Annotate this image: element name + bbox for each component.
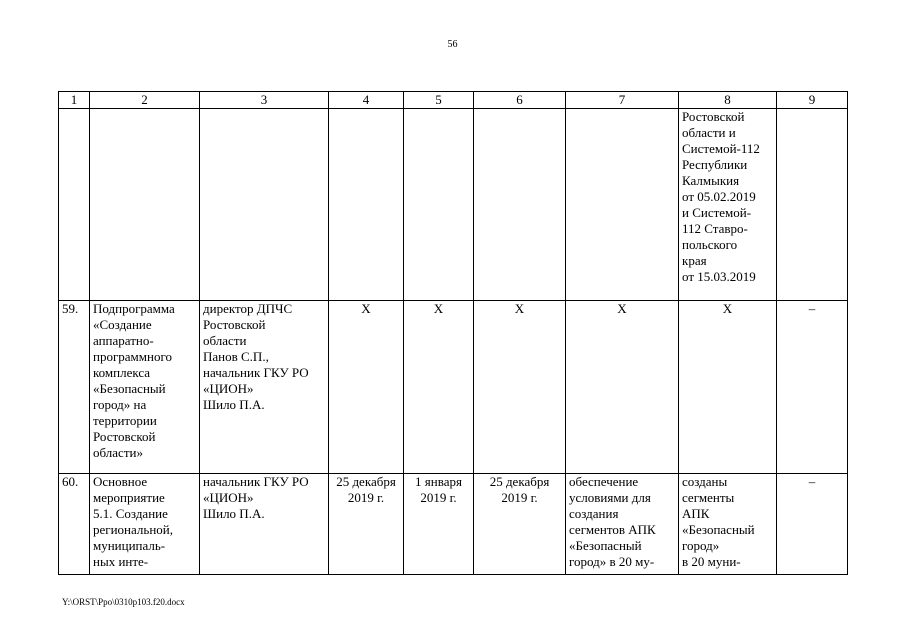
title-cell: [90, 301, 200, 474]
cell-line: мероприятие: [93, 490, 165, 505]
cell-line: «ЦИОН»: [203, 490, 254, 505]
cell-line: области»: [93, 445, 143, 460]
cell-line: город»: [682, 538, 720, 553]
cell-line: 5.1. Создание: [93, 506, 168, 521]
header-cell: 1: [59, 92, 90, 109]
table-cell: Х: [404, 301, 474, 474]
table-cell: [404, 109, 474, 301]
header-cell: 3: [200, 92, 329, 109]
cell-line: Калмыкия: [682, 173, 740, 188]
cell-line: условиями для: [569, 490, 651, 505]
cell-line: комплекса: [93, 365, 151, 380]
cell-line: директор ДПЧС: [203, 301, 293, 316]
responsible-cell: [200, 301, 329, 474]
table-row-60: [59, 474, 848, 575]
header-cell: 5: [404, 92, 474, 109]
row-number: 59.: [59, 301, 90, 474]
table-cell: Х: [679, 301, 777, 474]
cell-line: Основное: [93, 474, 148, 489]
date-cell: [404, 474, 474, 575]
cell-line: 112 Ставро-: [682, 221, 748, 236]
cell-line: Шило П.А.: [203, 506, 265, 521]
table-cell: [474, 109, 566, 301]
cell-line: «ЦИОН»: [203, 381, 254, 396]
cell-line: АПК: [682, 506, 710, 521]
cell-line: начальник ГКУ РО: [203, 365, 309, 380]
cell-line: сегменты: [682, 490, 735, 505]
cell-line: «Безопасный: [93, 381, 166, 396]
table-cell: –: [777, 474, 848, 575]
cell-line: «Безопасный: [682, 522, 755, 537]
cell-line: Ростовской: [682, 109, 745, 124]
cell-line: Системой-112: [682, 141, 760, 156]
cell-line: Ростовской: [93, 429, 156, 444]
table-cell: [329, 109, 404, 301]
cell-line: Шило П.А.: [203, 397, 265, 412]
cell-line: программного: [93, 349, 172, 364]
cell-line: сегментов АПК: [569, 522, 656, 537]
title-cell: [90, 474, 200, 575]
cell-line: город» на: [93, 397, 147, 412]
cell-line: края: [682, 253, 707, 268]
cell-line: 2019 г.: [420, 490, 457, 505]
cell-line: в 20 муни-: [682, 554, 741, 569]
table-row-59: [59, 301, 848, 474]
cell-line: региональной,: [93, 522, 173, 537]
footer-file-path: Y:\ORST\Ppo\0310p103.f20.docx: [62, 597, 185, 607]
header-cell: 7: [566, 92, 679, 109]
description-cell: [566, 474, 679, 575]
cell-line: Республики: [682, 157, 748, 172]
result-cell: [679, 474, 777, 575]
header-cell: 6: [474, 92, 566, 109]
date-cell: [329, 474, 404, 575]
table-row-continuation: [59, 109, 848, 301]
cell-line: обеспечение: [569, 474, 639, 489]
table-cell: –: [777, 301, 848, 474]
cell-line: и Системой-: [682, 205, 752, 220]
header-cell: 2: [90, 92, 200, 109]
table-cell: [59, 109, 90, 301]
cell-line: 1 января: [415, 474, 462, 489]
cell-line: начальник ГКУ РО: [203, 474, 309, 489]
table-cell: Х: [474, 301, 566, 474]
cell-line: муниципаль-: [93, 538, 166, 553]
cell-line: территории: [93, 413, 157, 428]
table-cell: [200, 109, 329, 301]
cell-line: создания: [569, 506, 619, 521]
cell-line: польского: [682, 237, 738, 252]
cell-line: созданы: [682, 474, 728, 489]
cell-line: «Безопасный: [569, 538, 642, 553]
cell-line: области и: [682, 125, 736, 140]
table-cell: [566, 109, 679, 301]
document-table: [58, 91, 848, 575]
table-cell: Х: [566, 301, 679, 474]
responsible-cell: [200, 474, 329, 575]
header-cell: 8: [679, 92, 777, 109]
header-cell: 4: [329, 92, 404, 109]
cell-line: 2019 г.: [501, 490, 538, 505]
table-header-row: [59, 92, 848, 109]
cell-line: области: [203, 333, 247, 348]
page-number: 56: [447, 39, 458, 50]
row-number: 60.: [59, 474, 90, 575]
table-cell: [90, 109, 200, 301]
cell-line: 25 декабря: [336, 474, 396, 489]
table-cell: [777, 109, 848, 301]
cell-line: аппаратно-: [93, 333, 154, 348]
cell-line: 2019 г.: [347, 490, 385, 505]
cell-line: Подпрограмма: [93, 301, 175, 316]
cell-line: ных инте-: [93, 554, 149, 569]
header-cell: 9: [777, 92, 848, 109]
date-cell: [474, 474, 566, 575]
cell-line: «Создание: [93, 317, 152, 332]
table-cell: Х: [329, 301, 404, 474]
cell-line: от 15.03.2019: [682, 269, 756, 284]
cell-line: город» в 20 му-: [569, 554, 655, 569]
result-cell: [679, 109, 777, 301]
cell-line: Панов С.П.,: [203, 349, 269, 364]
cell-line: от 05.02.2019: [682, 189, 756, 204]
cell-line: Ростовской: [203, 317, 266, 332]
cell-line: 25 декабря: [489, 474, 550, 489]
